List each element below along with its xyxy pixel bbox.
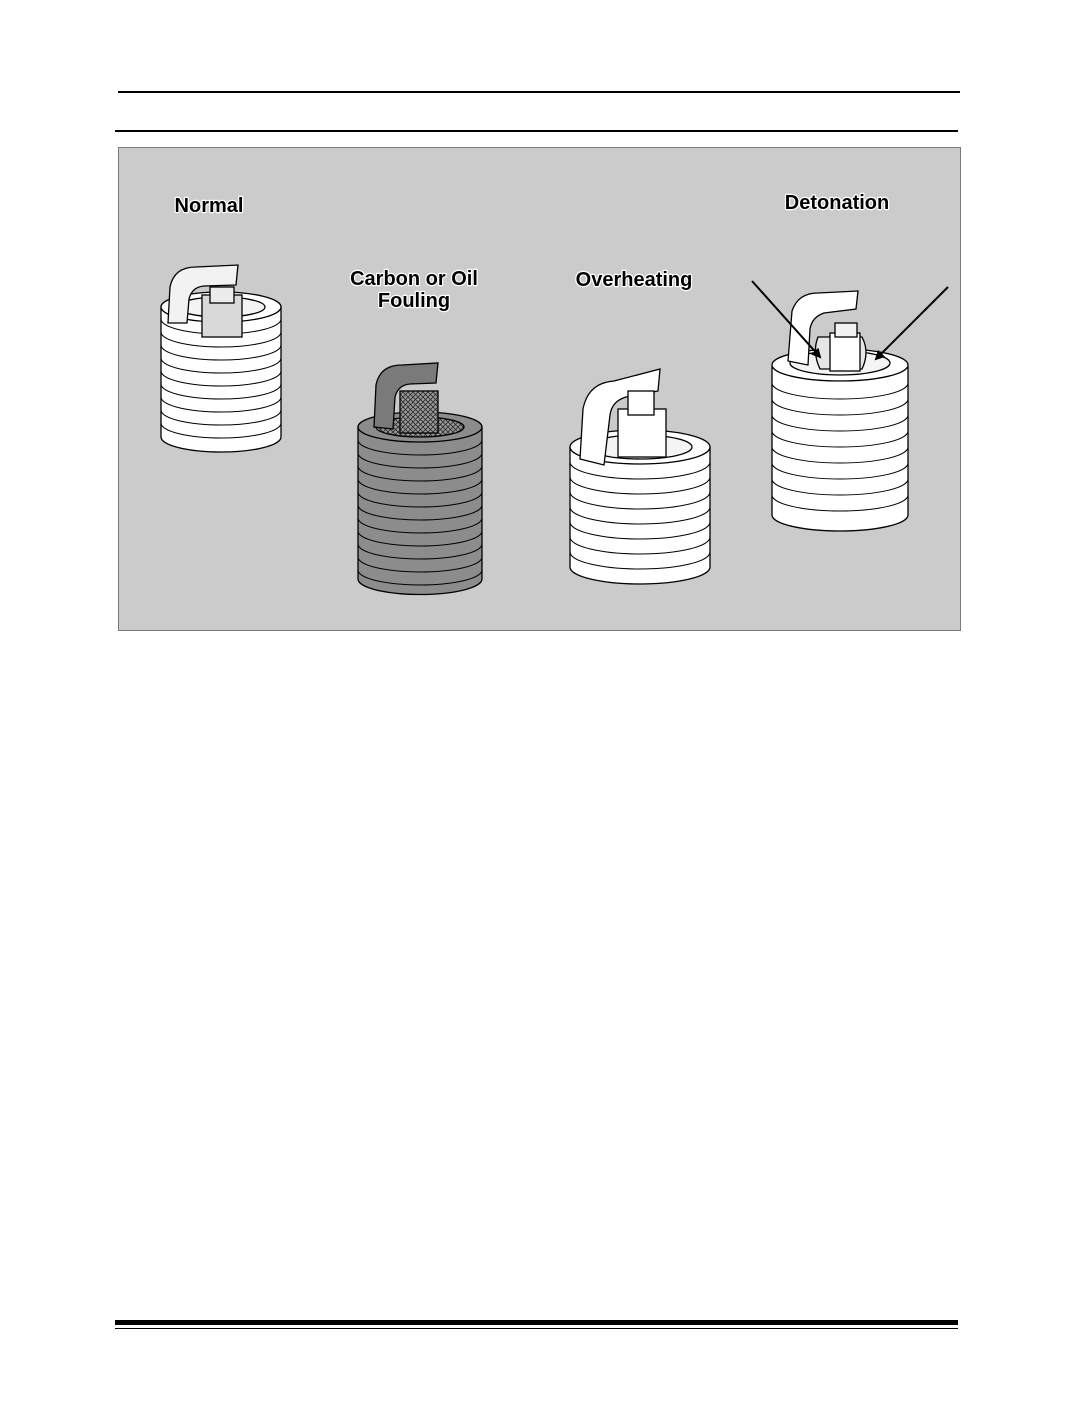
footer-rule-thick bbox=[115, 1320, 958, 1325]
label-fouling-line2: Fouling bbox=[377, 290, 451, 312]
label-overheating: Overheating bbox=[575, 269, 693, 291]
label-fouling-line1: Carbon or Oil bbox=[350, 268, 478, 290]
header-rule-top bbox=[118, 91, 960, 93]
footer-rule-thin bbox=[115, 1328, 958, 1329]
spark-plug-conditions-figure bbox=[118, 147, 961, 631]
label-normal: Normal bbox=[174, 195, 244, 217]
label-detonation: Detonation bbox=[784, 192, 890, 214]
header-rule-bottom bbox=[115, 130, 958, 132]
